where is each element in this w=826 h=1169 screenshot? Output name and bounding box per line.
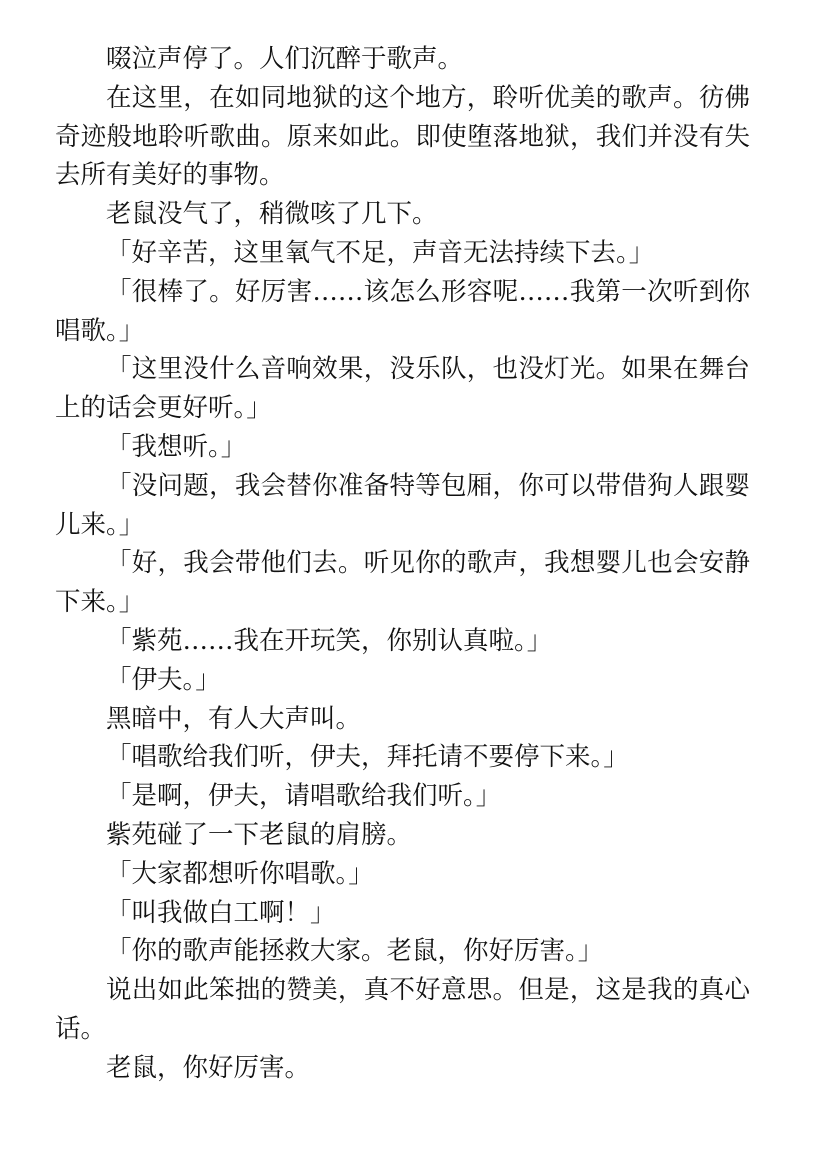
paragraph: 说出如此笨拙的赞美，真不好意思。但是，这是我的真心话。 — [55, 975, 750, 1044]
paragraph: 「这里没什么音响效果，没乐队，也没灯光。如果在舞台上的话会更好听。」 — [55, 354, 750, 424]
paragraph: 黑暗中，有人大声叫。 — [106, 703, 362, 734]
paragraph: 「好，我会带他们去。听见你的歌声，我想婴儿也会安静下来。」 — [55, 548, 750, 618]
paragraph: 「是啊，伊夫，请唱歌给我们听。」 — [106, 781, 502, 812]
paragraph: 紫苑碰了一下老鼠的肩膀。 — [106, 819, 413, 850]
paragraph: 「好辛苦，这里氧气不足，声音无法持续下去。」 — [106, 237, 655, 268]
document-page — [55, 40, 750, 1088]
paragraph: 在这里，在如同地狱的这个地方，聆听优美的歌声。彷佛奇迹般地聆听歌曲。原来如此。即使堕落地狱，我们并没有失去所有美好的事物。 — [55, 82, 750, 191]
paragraph: 「紫苑……我在开玩笑，你别认真啦。」 — [106, 625, 553, 656]
paragraph: 「你的歌声能拯救大家。老鼠，你好厉害。」 — [106, 936, 604, 967]
paragraph: 「大家都想听你唱歌。」 — [106, 858, 374, 889]
paragraph: 「很棒了。好厉害……该怎么形容呢……我第一次听到你唱歌。」 — [55, 276, 750, 346]
paragraph: 老鼠没气了，稍微咳了几下。 — [106, 199, 438, 230]
paragraph: 「没问题，我会替你准备特等包厢，你可以带借狗人跟婴儿来。」 — [55, 470, 750, 540]
paragraph: 「叫我做白工啊！」 — [106, 897, 336, 928]
paragraph: 「唱歌给我们听，伊夫，拜托请不要停下来。」 — [106, 742, 629, 773]
paragraph: 「我想听。」 — [106, 431, 247, 462]
paragraph: 「伊夫。」 — [106, 664, 221, 695]
paragraph: 老鼠，你好厉害。 — [106, 1052, 311, 1083]
paragraph: 啜泣声停了。人们沉醉于歌声。 — [106, 44, 464, 74]
